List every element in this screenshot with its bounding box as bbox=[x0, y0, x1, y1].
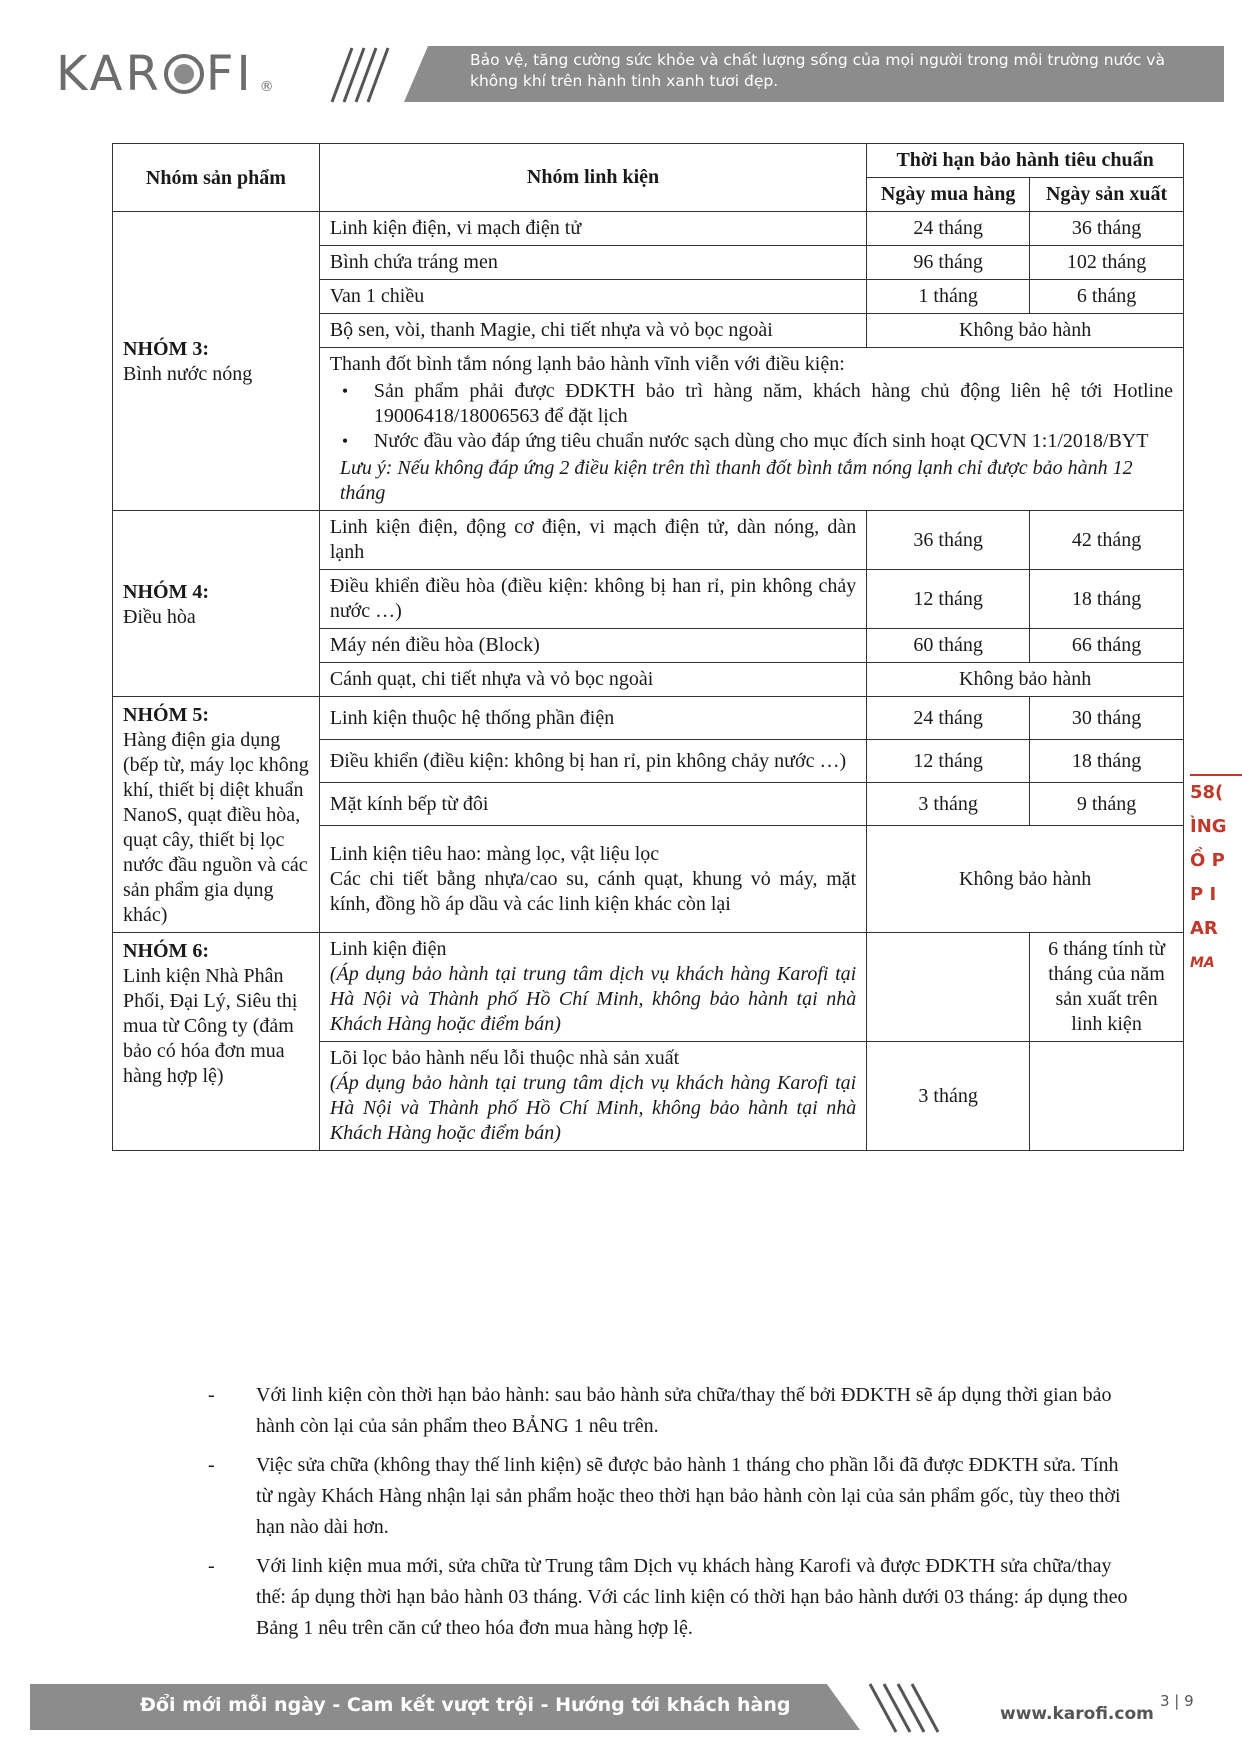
group4-cell bbox=[113, 511, 320, 697]
table-row bbox=[113, 212, 1184, 246]
part-line: Lõi lọc bảo hành nếu lỗi thuộc nhà sản xuất bbox=[329, 1047, 680, 1069]
mfg-cell: 9 tháng bbox=[1030, 783, 1184, 826]
part-cell: Điều khiển điều hòa (điều kiện: không bị han rỉ, pin không chảy nước …) bbox=[319, 570, 866, 629]
buy-cell: 12 tháng bbox=[867, 740, 1030, 783]
table-row bbox=[113, 933, 1184, 1042]
stamp-line: Ồ P bbox=[1190, 850, 1225, 871]
part-line: Linh kiện tiêu hao: màng lọc, vật liệu lọc bbox=[329, 842, 660, 865]
part-line: Các chi tiết bằng nhựa/cao su, cánh quạt, khung vỏ máy, mặt kính, đồng hồ áp dầu và các linh kiện khác còn lại bbox=[329, 867, 857, 915]
stamp-line: MA bbox=[1190, 955, 1215, 971]
header-mfg-date: Ngày sản xuất bbox=[1030, 178, 1184, 212]
list-item bbox=[208, 1380, 1128, 1442]
list-item: • Nước đầu vào đáp ứng tiêu chuẩn nước sạch dùng cho mục đích sinh hoạt QCVN 1:1/2018/BYT bbox=[330, 429, 1173, 454]
warranty-notes bbox=[208, 1380, 1128, 1652]
red-stamp-fragment bbox=[1190, 774, 1242, 1024]
buy-cell: 60 tháng bbox=[867, 629, 1030, 663]
part-cell: Linh kiện thuộc hệ thống phần điện bbox=[319, 697, 866, 740]
mfg-cell bbox=[1030, 1042, 1184, 1151]
bullet-dash: - bbox=[208, 1454, 215, 1476]
part-cell: Linh kiện điện, vi mạch điện tử bbox=[319, 212, 866, 246]
group5-cell bbox=[113, 697, 320, 933]
group3-name: NHÓM 3: bbox=[123, 338, 210, 360]
karofi-logo bbox=[56, 46, 274, 102]
group4-name: NHÓM 4: bbox=[123, 580, 210, 603]
part-cell: Bình chứa tráng men bbox=[319, 246, 866, 280]
header-tagline: Bảo vệ, tăng cường sức khỏe và chất lượng sống của mọi người trong môi trường nước và không khí trên hành tinh xanh tươi đẹp. bbox=[470, 51, 1165, 90]
group3-cell bbox=[113, 212, 320, 511]
note-intro: Thanh đốt bình tắm nóng lạnh bảo hành vĩnh viễn với điều kiện: bbox=[329, 353, 845, 375]
header-slashes-decoration bbox=[310, 44, 410, 104]
footer-slogan: Đổi mới mỗi ngày - Cam kết vượt trội - Hướng tới khách hàng bbox=[140, 1694, 791, 1716]
list-item bbox=[208, 1551, 1128, 1644]
stamp-line: AR bbox=[1190, 918, 1218, 939]
part-cell: Điều khiển (điều kiện: không bị han rỉ, pin không chảy nước …) bbox=[319, 740, 866, 783]
part-cell: Linh kiện điện, động cơ điện, vi mạch điện tử, dàn nóng, dàn lạnh bbox=[319, 511, 866, 570]
header-buy-date: Ngày mua hàng bbox=[867, 178, 1030, 212]
page-number: 3 | 9 bbox=[1160, 1692, 1194, 1710]
list-item: • Sản phẩm phải được ĐDKTH bảo trì hàng năm, khách hàng chủ động liên hệ tới Hotline 19006418/18006563 để đặt lịch bbox=[330, 379, 1173, 429]
mfg-cell: 18 tháng bbox=[1030, 740, 1184, 783]
mfg-cell: 6 tháng bbox=[1030, 280, 1184, 314]
part-cell: Bộ sen, vòi, thanh Magie, chi tiết nhựa và vỏ bọc ngoài bbox=[319, 314, 866, 348]
warranty-table bbox=[112, 143, 1184, 1151]
header-period: Thời hạn bảo hành tiêu chuẩn bbox=[867, 144, 1184, 178]
stamp-line: P I bbox=[1190, 884, 1217, 905]
group5-name: NHÓM 5: bbox=[123, 704, 210, 726]
part-detail: (Áp dụng bảo hành tại trung tâm dịch vụ khách hàng Karofi tại Hà Nội và Thành phố Hồ Chí Minh, không bảo hành tại nhà Khách Hàng hoặc điểm bán) bbox=[329, 1072, 857, 1144]
mfg-cell: 30 tháng bbox=[1030, 697, 1184, 740]
logo-text-fi: FI bbox=[205, 46, 254, 102]
footer-slashes-decoration bbox=[860, 1680, 970, 1736]
table-header-row bbox=[113, 144, 1184, 178]
buy-cell bbox=[867, 933, 1030, 1042]
bullet-text: Với linh kiện còn thời hạn bảo hành: sau bảo hành sửa chữa/thay thế bởi ĐDKTH sẽ áp dụng thời gian bảo hành còn lại của sản phẩm theo BẢNG 1 nêu trên. bbox=[256, 1384, 1112, 1437]
no-warranty-cell: Không bảo hành bbox=[867, 663, 1184, 697]
header-part: Nhóm linh kiện bbox=[319, 144, 866, 212]
group4-desc: Điều hòa bbox=[123, 605, 196, 628]
footer-website: www.karofi.com bbox=[1000, 1704, 1154, 1724]
bullet-text: Việc sửa chữa (không thay thế linh kiện) sẽ được bảo hành 1 tháng cho phần lỗi đã được ĐDKTH sửa. Tính từ ngày Khách Hàng nhận lại sản phẩm hoặc theo thời hạn bảo hành còn lại của sản phẩm gốc, tùy theo thời hạn nào dài hơn. bbox=[256, 1454, 1121, 1538]
buy-cell: 24 tháng bbox=[867, 697, 1030, 740]
note-warning: Lưu ý: Nếu không đáp ứng 2 điều kiện trên thì thanh đốt bình tắm nóng lạnh chỉ được bảo hành 12 tháng bbox=[339, 457, 1133, 504]
part-cell: Cánh quạt, chi tiết nhựa và vỏ bọc ngoài bbox=[319, 663, 866, 697]
logo-registered: ® bbox=[259, 79, 274, 95]
list-item bbox=[208, 1450, 1128, 1543]
no-warranty-cell: Không bảo hành bbox=[867, 826, 1184, 933]
mfg-cell: 36 tháng bbox=[1030, 212, 1184, 246]
part-line: Linh kiện điện bbox=[329, 938, 447, 960]
part-cell: Van 1 chiều bbox=[319, 280, 866, 314]
group3-desc: Bình nước nóng bbox=[123, 363, 253, 385]
buy-cell: 96 tháng bbox=[867, 246, 1030, 280]
table-row bbox=[113, 511, 1184, 570]
buy-cell: 24 tháng bbox=[867, 212, 1030, 246]
mfg-cell: 18 tháng bbox=[1030, 570, 1184, 629]
bullet-dash: - bbox=[208, 1555, 215, 1577]
bullet-dash: - bbox=[208, 1384, 215, 1406]
buy-cell: 12 tháng bbox=[867, 570, 1030, 629]
part-detail: (Áp dụng bảo hành tại trung tâm dịch vụ khách hàng Karofi tại Hà Nội và Thành phố Hồ Chí Minh, không bảo hành tại nhà Khách Hàng hoặc điểm bán) bbox=[329, 963, 857, 1035]
mfg-cell: 42 tháng bbox=[1030, 511, 1184, 570]
stamp-line: 58( bbox=[1190, 782, 1224, 803]
buy-cell: 3 tháng bbox=[867, 783, 1030, 826]
group5-desc: Hàng điện gia dụng (bếp từ, máy lọc không khí, thiết bị diệt khuẩn NanoS, quạt điều hòa, quạt cây, thiết bị lọc nước đầu nguồn và các sản phẩm gia dụng khác) bbox=[123, 729, 309, 926]
part-cell bbox=[319, 826, 866, 933]
stamp-line: ÌNG bbox=[1190, 816, 1227, 837]
part-cell: Mặt kính bếp từ đôi bbox=[319, 783, 866, 826]
header-group: Nhóm sản phẩm bbox=[113, 144, 320, 212]
buy-cell: 3 tháng bbox=[867, 1042, 1030, 1151]
mfg-cell: 102 tháng bbox=[1030, 246, 1184, 280]
note-list bbox=[330, 379, 1173, 454]
part-cell bbox=[319, 1042, 866, 1151]
globe-icon bbox=[164, 54, 204, 94]
part-cell: Máy nén điều hòa (Block) bbox=[319, 629, 866, 663]
logo-text-kar: KAR bbox=[56, 46, 162, 102]
bullet-text: Với linh kiện mua mới, sửa chữa từ Trung tâm Dịch vụ khách hàng Karofi và được ĐDKTH sửa chữa/thay thế: áp dụng thời hạn bảo hành 03 tháng. Với các linh kiện có thời hạn bảo hành dưới 03 tháng: áp dụng theo Bảng 1 nêu trên căn cứ theo hóa đơn mua hàng hợp lệ. bbox=[256, 1555, 1128, 1639]
table-row bbox=[113, 697, 1184, 740]
part-cell bbox=[319, 933, 866, 1042]
group6-cell bbox=[113, 933, 320, 1151]
heater-note-cell bbox=[319, 348, 1183, 511]
mfg-cell: 66 tháng bbox=[1030, 629, 1184, 663]
buy-cell: 1 tháng bbox=[867, 280, 1030, 314]
group6-desc: Linh kiện Nhà Phân Phối, Đại Lý, Siêu thị mua từ Công ty (đảm bảo có hóa đơn mua hàng hợp lệ) bbox=[123, 965, 298, 1087]
buy-cell: 36 tháng bbox=[867, 511, 1030, 570]
group6-name: NHÓM 6: bbox=[123, 940, 210, 962]
mfg-cell: 6 tháng tính từ tháng của năm sản xuất trên linh kiện bbox=[1030, 933, 1184, 1042]
no-warranty-cell: Không bảo hành bbox=[867, 314, 1184, 348]
